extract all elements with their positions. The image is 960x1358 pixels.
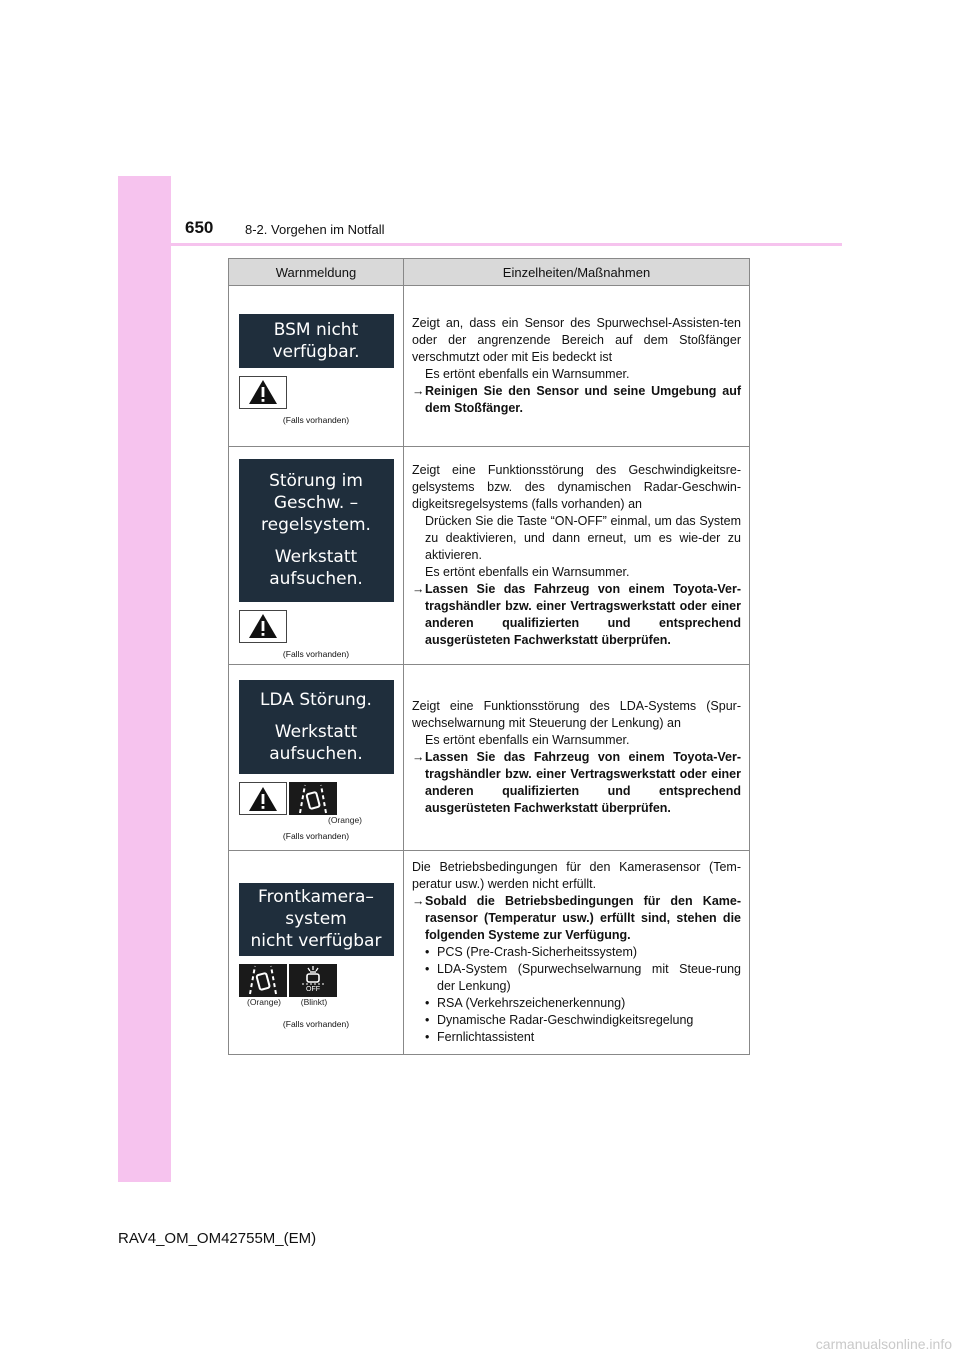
list-item-text: Fernlichtassistent — [437, 1030, 535, 1044]
action — [412, 581, 741, 649]
table-row — [229, 447, 750, 665]
list-item — [425, 1029, 741, 1046]
display-line: Frontkamera– — [258, 887, 374, 907]
list-item — [425, 1012, 741, 1029]
lane-departure-icon — [289, 782, 337, 815]
action-text: Sobald die Betriebsbedingungen für den Kame-rasensor (Temperatur usw.) erfüllt sind, stehen die folgenden Systeme zur Verfügung. — [425, 894, 741, 942]
side-band — [118, 176, 171, 1182]
lane-departure-icon — [239, 964, 287, 997]
bullet-icon: • — [425, 1013, 430, 1027]
display-line: nicht verfügbar — [250, 931, 382, 951]
display-line: Geschw. – — [273, 493, 359, 513]
details-cell — [404, 286, 750, 447]
details-cell — [404, 665, 750, 851]
table-row — [229, 665, 750, 851]
falls-vorhanden-note: (Falls vorhanden) — [282, 648, 350, 659]
display-line: Störung im — [269, 471, 363, 491]
column-header-details: Einzelheiten/Maßnahmen — [404, 259, 750, 286]
action-text: Lassen Sie das Fahrzeug von einem Toyota-Ver-tragshändler bzw. einer Vertragswerkstatt oder einer anderen qualifizierten und entsprechend ausgerüsteten Fachwerkstatt überprüfen. — [425, 750, 741, 815]
description: Zeigt eine Funktionsstörung des Geschwindigkeitsre-gelsystems bzw. des dynamischen Radar-Geschwin-digkeitsregelsystems (falls vorhanden) an — [412, 463, 741, 511]
header-rule — [118, 243, 842, 246]
off-label: OFF — [306, 986, 320, 993]
table-header-row — [229, 259, 750, 286]
list-item-text: RSA (Verkehrszeichenerkennung) — [437, 996, 626, 1010]
arrow-icon: → — [412, 582, 425, 596]
action — [412, 383, 741, 417]
arrow-icon: → — [412, 384, 425, 398]
page-number: 650 — [185, 218, 214, 237]
display-message — [239, 314, 394, 368]
systems-list — [412, 944, 741, 1046]
icon-caption: (Blinkt) — [300, 996, 328, 1007]
display-line: LDA Störung. — [260, 690, 372, 710]
table-row — [229, 851, 750, 1055]
list-item — [425, 995, 741, 1012]
watermark: carmanualsonline.info — [815, 1336, 952, 1352]
display-line: aufsuchen. — [269, 569, 363, 589]
warning-cell — [229, 665, 404, 851]
list-item-text: PCS (Pre-Crash-Sicherheitssystem) — [437, 945, 638, 959]
display-line: verfügbar. — [272, 341, 360, 362]
display-message — [239, 680, 394, 774]
details-cell — [404, 447, 750, 665]
display-line: BSM nicht — [273, 319, 359, 340]
warning-cell — [229, 286, 404, 447]
bullet-icon: • — [425, 1030, 430, 1044]
arrow-icon: → — [412, 750, 425, 764]
display-line: aufsuchen. — [269, 744, 363, 764]
arrow-icon: → — [412, 894, 425, 908]
falls-vorhanden-note: (Falls vorhanden) — [282, 1018, 350, 1029]
display-line: Werkstatt — [274, 547, 358, 567]
warning-cell — [229, 447, 404, 665]
action — [412, 893, 741, 944]
icon-captions — [239, 997, 403, 1007]
description: Zeigt eine Funktionsstörung des LDA-Systems (Spur-wechselwarnung mit Steuerung der Lenkung) an — [412, 699, 741, 730]
details-cell — [404, 851, 750, 1055]
action — [412, 749, 741, 817]
list-item-text: Dynamische Radar-Geschwindigkeitsregelung — [437, 1013, 694, 1027]
display-line: Werkstatt — [274, 722, 358, 742]
bullet-icon: • — [425, 945, 430, 959]
action-text: Lassen Sie das Fahrzeug von einem Toyota-Ver-tragshändler bzw. einer Vertragswerkstatt oder einer anderen qualifizierten und entsprechend ausgerüsteten Fachwerkstatt überprüfen. — [425, 582, 741, 647]
table-row — [229, 286, 750, 447]
warning-triangle-icon — [239, 782, 287, 815]
display-message — [239, 459, 394, 602]
warning-messages-table — [228, 258, 750, 1055]
list-item — [425, 961, 741, 995]
warning-cell — [229, 851, 404, 1055]
indicator-icons — [239, 782, 403, 815]
indicator-icons — [239, 964, 403, 997]
bullet-icon: • — [425, 996, 430, 1010]
icon-caption: (Orange) — [246, 996, 281, 1007]
document-id: RAV4_OM_OM42755M_(EM) — [118, 1230, 317, 1247]
note: Es ertönt ebenfalls ein Warnsummer. — [425, 733, 630, 747]
column-header-warning: Warnmeldung — [229, 259, 404, 286]
display-line: system — [285, 909, 347, 929]
description: Zeigt an, dass ein Sensor des Spurwechsel-Assisten-ten oder der angrenzende Bereich auf dem Stoßfänger verschmutzt oder mit Eis bedeckt ist — [412, 316, 741, 364]
pre-crash-off-icon — [289, 964, 337, 997]
warning-triangle-icon — [239, 376, 287, 409]
falls-vorhanden-note: (Falls vorhanden) — [282, 831, 350, 841]
icon-caption: (Orange) — [327, 815, 362, 825]
section-title: 8-2. Vorgehen im Notfall — [245, 222, 385, 237]
list-item-text: LDA-System (Spurwechselwarnung mit Steue-rung der Lenkung) — [437, 962, 741, 993]
indicator-icons — [239, 376, 403, 409]
note: Drücken Sie die Taste “ON-OFF” einmal, um das System zu deaktivieren, und dann erneut, um es wie-der zu aktivieren. — [425, 514, 741, 562]
note: Es ertönt ebenfalls ein Warnsummer. — [425, 565, 630, 579]
bullet-icon: • — [425, 962, 430, 976]
display-message — [239, 883, 394, 956]
description: Die Betriebsbedingungen für den Kamerasensor (Tem-peratur usw.) werden nicht erfüllt. — [412, 860, 741, 891]
display-line: regelsystem. — [261, 515, 371, 535]
indicator-icons — [239, 610, 403, 643]
list-item — [425, 944, 741, 961]
note: Es ertönt ebenfalls ein Warnsummer. — [425, 367, 630, 381]
falls-vorhanden-note: (Falls vorhanden) — [282, 414, 350, 425]
warning-triangle-icon — [239, 610, 287, 643]
action-text: Reinigen Sie den Sensor und seine Umgebung auf dem Stoßfänger. — [425, 384, 741, 415]
